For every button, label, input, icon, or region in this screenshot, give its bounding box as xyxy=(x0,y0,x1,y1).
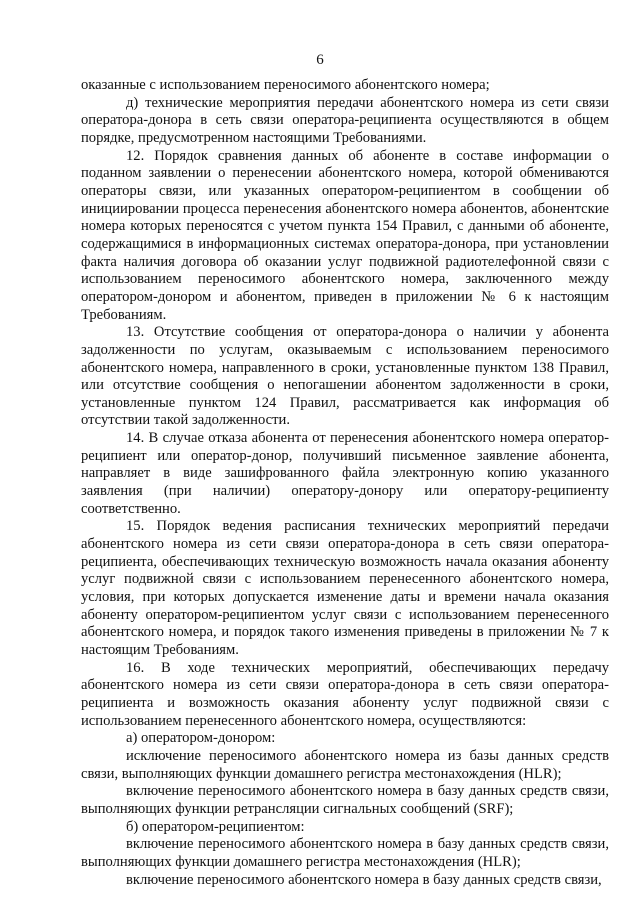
paragraph-16-b-item-1: включение переносимого абонентского номера в базу данных средств связи, выполняющих функции домашнего регистра местонахождения (HLR); xyxy=(81,836,609,870)
paragraph-16-a-item-1: исключение переносимого абонентского номера из базы данных средств связи, выполняющих функции домашнего регистра местонахождения (HLR); xyxy=(81,747,609,782)
page-number: 6 xyxy=(316,52,324,68)
paragraph-continuation: оказанные с использованием переносимого абонентского номера; xyxy=(81,77,490,93)
paragraph-16-a: а) оператором-донором: xyxy=(126,730,276,747)
document-body xyxy=(81,77,609,889)
paragraph-13: 13. Отсутствие сообщения от оператора-донора о наличии у абонента задолженности по услугам, оказываемым с использованием переносимого абонентского номера, направленного в сроки, установленные пунктом 138 Правил, или отсутствие сообщения о непогашении абонентом задолженности в сроки, установленные пунктом 124 Правил, рассматривается как информация об отсутствии такой задолженности. xyxy=(81,324,609,429)
paragraph-16-b: б) оператором-реципиентом: xyxy=(126,818,305,835)
paragraph-16: 16. В ходе технических мероприятий, обеспечивающих передачу абонентского номера из сети связи оператора-донора в сеть связи оператора-реципиента и возможность оказания абоненту услуг подвижной связи с использованием перенесенного абонентского номера, осуществляются: xyxy=(81,659,609,729)
paragraph-16-a-item-2: включение переносимого абонентского номера в базу данных средств связи, выполняющих функции ретрансляции сигнальных сообщений (SRF); xyxy=(81,783,609,817)
paragraph-item-d: д) технические мероприятия передачи абонентского номера из сети связи оператора-донора в сеть связи оператора-реципиента осуществляются в общем порядке, предусмотренном настоящими Требованиями. xyxy=(81,94,609,146)
paragraph-15: 15. Порядок ведения расписания технических мероприятий передачи абонентского номера из сети связи оператора-донора в сеть связи оператора-реципиента, обеспечивающих техническую возможность начала оказания абоненту услуг подвижной связи с использованием перенесенного абонентского номера, условия, при которых допускается изменение даты и времени начала оказания абоненту оператором-реципиентом услуг связи с использованием перенесенного абонентского номера, и порядок такого изменения приведены в приложении № 7 к настоящим Требованиям. xyxy=(81,518,609,658)
paragraph-12: 12. Порядок сравнения данных об абоненте в составе информации о поданном заявлении о перенесении абонентского номера, которой обмениваются операторы связи, или указанных оператором-реципиентом в сообщении об инициировании процесса перенесения абонентского номера абонентов, абонентские номера которых переносятся с учетом пункта 154 Правил, с данными об абоненте, содержащимися в информационных системах оператора-донора, при установлении факта наличия договора об оказании услуг подвижной радиотелефонной связи с использованием переносимого абонентского номера, заключенного между оператором-донором и абонентом, приведен в приложении № 6 к настоящим Требованиям. xyxy=(81,147,609,323)
paragraph-16-b-item-2: включение переносимого абонентского номера в базу данных средств связи, xyxy=(126,871,602,888)
paragraph-14: 14. В случае отказа абонента от перенесения абонентского номера оператор-реципиент или оператор-донор, получивший письменное заявление абонента, направляет в виде зашифрованного файла электронную копию указанного заявления (при наличии) оператору-донору или оператору-реципиенту соответственно. xyxy=(81,430,609,517)
